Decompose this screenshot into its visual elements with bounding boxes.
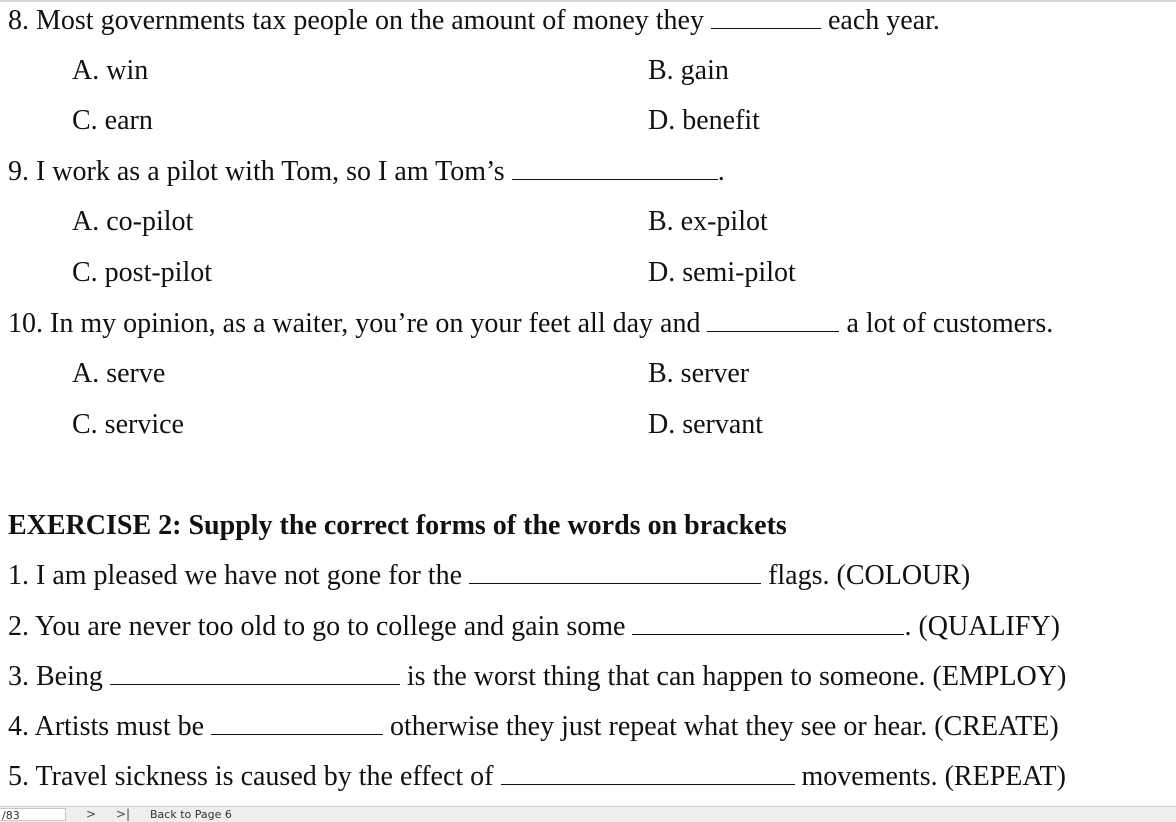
- answer-blank[interactable]: [711, 6, 821, 29]
- option-b: B. ex-pilot: [648, 206, 768, 237]
- exercise-item-1: [8, 561, 970, 591]
- question-text-end: .: [717, 156, 725, 187]
- option-d: D. servant: [648, 409, 764, 440]
- exercise-item-2: [8, 612, 1060, 642]
- question-text-end: a lot of customers.: [846, 308, 1054, 339]
- answer-blank[interactable]: [110, 662, 400, 685]
- exercise-heading: EXERCISE 2: Supply the correct forms of the words on brackets: [8, 510, 787, 541]
- exercise-item-4: [8, 712, 1059, 742]
- option-a: A. co-pilot: [72, 206, 194, 237]
- answer-blank[interactable]: [211, 712, 383, 735]
- item-text-end: otherwise they just repeat what they see or hear. (CREATE): [390, 711, 1059, 742]
- top-border: [0, 0, 1176, 2]
- item-text-end: flags. (COLOUR): [768, 560, 971, 591]
- item-number: 1.: [8, 560, 29, 591]
- answer-blank[interactable]: [469, 561, 761, 584]
- option-b: B. gain: [648, 55, 729, 86]
- answer-blank[interactable]: [501, 762, 795, 785]
- item-text: I am pleased we have not gone for the: [36, 560, 463, 591]
- question-text: Most governments tax people on the amount of money they: [36, 5, 704, 36]
- item-number: 2.: [8, 611, 29, 642]
- question-10: [8, 309, 1053, 339]
- question-number: 8.: [8, 5, 29, 36]
- item-number: 3.: [8, 661, 29, 692]
- answer-blank[interactable]: [512, 157, 718, 180]
- status-bar: [0, 806, 1176, 822]
- last-page-icon[interactable]: >|: [116, 807, 131, 821]
- item-text-end: movements. (REPEAT): [801, 761, 1066, 792]
- option-c: C. post-pilot: [72, 257, 213, 288]
- option-d: D. semi-pilot: [648, 257, 796, 288]
- question-number: 9.: [8, 156, 29, 187]
- question-number: 10.: [8, 308, 43, 339]
- answer-blank[interactable]: [707, 309, 839, 332]
- question-8: [8, 6, 940, 36]
- item-text-end: is the worst thing that can happen to someone. (EMPLOY): [406, 661, 1067, 692]
- question-text: In my opinion, as a waiter, you’re on your feet all day and: [50, 308, 701, 339]
- option-c: C. service: [72, 409, 184, 440]
- item-text: You are never too old to go to college and gain some: [34, 611, 626, 642]
- item-text: Being: [36, 661, 103, 692]
- question-text-end: each year.: [827, 5, 940, 36]
- question-text: I work as a pilot with Tom, so I am Tom’s: [36, 156, 505, 187]
- item-number: 5.: [8, 761, 29, 792]
- item-text: Travel sickness is caused by the effect of: [35, 761, 494, 792]
- item-number: 4.: [8, 711, 29, 742]
- question-9: [8, 157, 725, 187]
- item-text-end: . (QUALIFY): [904, 611, 1060, 642]
- back-to-page-link[interactable]: Back to Page 6: [150, 808, 232, 821]
- page-number-input[interactable]: /83: [0, 808, 66, 821]
- answer-blank[interactable]: [632, 612, 904, 635]
- option-a: A. serve: [72, 358, 166, 389]
- option-a: A. win: [72, 55, 149, 86]
- option-c: C. earn: [72, 105, 153, 136]
- exercise-item-5: [8, 762, 1066, 792]
- next-page-icon[interactable]: >: [86, 807, 97, 821]
- option-d: D. benefit: [648, 105, 760, 136]
- option-b: B. server: [648, 358, 750, 389]
- exercise-item-3: [8, 662, 1066, 692]
- item-text: Artists must be: [34, 711, 205, 742]
